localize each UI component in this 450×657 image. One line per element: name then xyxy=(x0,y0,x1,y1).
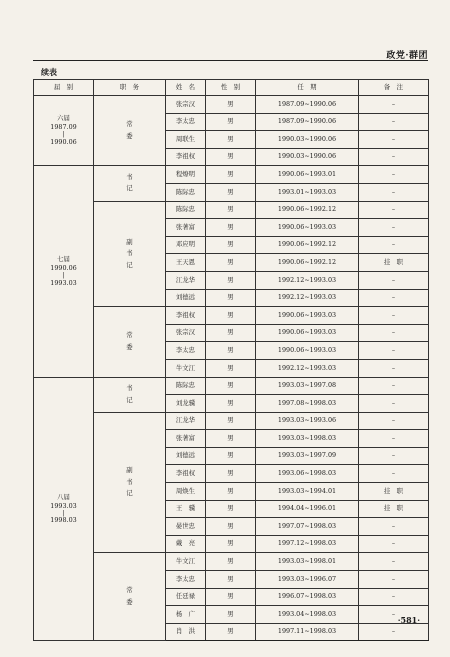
person-gender: 男 xyxy=(206,535,256,553)
person-period: 1990.06~1993.01 xyxy=(256,166,359,184)
role-cell xyxy=(94,166,166,201)
role-label: 常委 xyxy=(126,120,133,140)
column-header: 备 注 xyxy=(359,80,429,96)
role-cell xyxy=(94,201,166,307)
person-period: 1997.08~1998.03 xyxy=(256,395,359,413)
person-gender: 男 xyxy=(206,271,256,289)
person-period: 1993.03~1993.06 xyxy=(256,412,359,430)
person-period: 1993.03~1996.07 xyxy=(256,571,359,589)
term-end: 1990.06 xyxy=(50,138,77,147)
person-name: 任廷禄 xyxy=(166,588,206,606)
table-row xyxy=(34,166,429,184)
person-gender: 男 xyxy=(206,412,256,430)
person-period: 1994.04~1996.01 xyxy=(256,500,359,518)
records-table xyxy=(33,79,429,641)
person-period: 1990.06~1993.03 xyxy=(256,324,359,342)
person-period: 1997.12~1998.03 xyxy=(256,535,359,553)
person-note: – xyxy=(359,148,429,166)
person-name: 李祖权 xyxy=(166,465,206,483)
term-info xyxy=(34,114,93,147)
person-note: – xyxy=(359,324,429,342)
person-gender: 男 xyxy=(206,553,256,571)
person-gender: 男 xyxy=(206,518,256,536)
person-period: 1992.12~1993.03 xyxy=(256,289,359,307)
person-gender: 男 xyxy=(206,201,256,219)
person-note: – xyxy=(359,412,429,430)
person-name: 江龙华 xyxy=(166,271,206,289)
column-header: 任 期 xyxy=(256,80,359,96)
table-row xyxy=(34,377,429,395)
person-note: – xyxy=(359,535,429,553)
person-name: 李太忠 xyxy=(166,342,206,360)
person-period: 1993.03~1997.09 xyxy=(256,447,359,465)
person-note: – xyxy=(359,183,429,201)
person-period: 1993.04~1998.03 xyxy=(256,606,359,624)
person-gender: 男 xyxy=(206,324,256,342)
person-period: 1990.06~1993.03 xyxy=(256,342,359,360)
person-note: – xyxy=(359,236,429,254)
term-start: 1990.06 xyxy=(50,264,77,273)
person-gender: 男 xyxy=(206,359,256,377)
person-period: 1990.06~1993.03 xyxy=(256,219,359,237)
person-name: 张著富 xyxy=(166,430,206,448)
role-label: 副书记 xyxy=(126,237,133,269)
person-note: – xyxy=(359,113,429,131)
person-period: 1987.09~1990.06 xyxy=(256,96,359,114)
person-name: 李祖权 xyxy=(166,307,206,325)
person-period: 1993.03~1994.01 xyxy=(256,483,359,501)
person-name: 陈际忠 xyxy=(166,377,206,395)
term-info xyxy=(34,255,93,288)
person-name: 戴 亮 xyxy=(166,535,206,553)
person-period: 1992.12~1993.03 xyxy=(256,271,359,289)
column-header: 性 别 xyxy=(206,80,256,96)
person-gender: 男 xyxy=(206,183,256,201)
person-name: 江龙华 xyxy=(166,412,206,430)
person-period: 1993.03~1997.08 xyxy=(256,377,359,395)
role-label: 常委 xyxy=(126,331,133,351)
person-note: – xyxy=(359,131,429,149)
page-number: ·581· xyxy=(397,615,420,625)
role-cell xyxy=(94,307,166,377)
person-name: 张著富 xyxy=(166,219,206,237)
person-gender: 男 xyxy=(206,623,256,641)
role-label: 书记 xyxy=(126,172,133,193)
person-gender: 男 xyxy=(206,254,256,272)
person-name: 程燎明 xyxy=(166,166,206,184)
person-period: 1990.03~1990.06 xyxy=(256,131,359,149)
person-period: 1987.09~1990.06 xyxy=(256,113,359,131)
term-info xyxy=(34,493,93,526)
person-name: 张宗汉 xyxy=(166,324,206,342)
person-name: 刘龙骥 xyxy=(166,395,206,413)
person-gender: 男 xyxy=(206,377,256,395)
term-cell xyxy=(34,166,94,377)
person-name: 陈际忠 xyxy=(166,183,206,201)
person-note: – xyxy=(359,623,429,641)
person-period: 1990.06~1992.12 xyxy=(256,201,359,219)
person-note: – xyxy=(359,606,429,624)
person-name: 杨 广 xyxy=(166,606,206,624)
person-name: 刘德远 xyxy=(166,289,206,307)
person-name: 李太忠 xyxy=(166,571,206,589)
person-note: – xyxy=(359,377,429,395)
role-cell xyxy=(94,96,166,166)
person-period: 1990.06~1992.12 xyxy=(256,254,359,272)
person-period: 1997.07~1998.03 xyxy=(256,518,359,536)
person-gender: 男 xyxy=(206,113,256,131)
term-end: 1993.03 xyxy=(50,278,77,287)
person-gender: 男 xyxy=(206,588,256,606)
person-gender: 男 xyxy=(206,342,256,360)
person-gender: 男 xyxy=(206,219,256,237)
term-name: 六届 xyxy=(57,114,70,123)
table-row xyxy=(34,412,429,430)
table-row xyxy=(34,96,429,114)
person-note: – xyxy=(359,219,429,237)
person-gender: 男 xyxy=(206,236,256,254)
page-header: 政党·群团 xyxy=(386,51,428,61)
person-note: – xyxy=(359,430,429,448)
person-name: 牛文江 xyxy=(166,359,206,377)
person-note: – xyxy=(359,571,429,589)
table-row xyxy=(34,553,429,571)
term-cell xyxy=(34,96,94,166)
person-gender: 男 xyxy=(206,500,256,518)
role-label: 副书记 xyxy=(126,466,133,498)
person-name: 周联生 xyxy=(166,131,206,149)
person-gender: 男 xyxy=(206,395,256,413)
person-gender: 男 xyxy=(206,307,256,325)
person-note: – xyxy=(359,271,429,289)
person-note: – xyxy=(359,395,429,413)
person-note: – xyxy=(359,465,429,483)
person-note: 挂 职 xyxy=(359,500,429,518)
person-period: 1990.03~1990.06 xyxy=(256,148,359,166)
column-header: 职 务 xyxy=(94,80,166,96)
person-period: 1993.01~1993.03 xyxy=(256,183,359,201)
person-period: 1993.03~1998.03 xyxy=(256,430,359,448)
person-period: 1993.03~1998.01 xyxy=(256,553,359,571)
term-end: 1998.03 xyxy=(50,516,77,525)
role-cell xyxy=(94,412,166,553)
person-period: 1996.07~1998.03 xyxy=(256,588,359,606)
person-name: 牛文江 xyxy=(166,553,206,571)
person-note: – xyxy=(359,96,429,114)
term-bar: | xyxy=(62,271,65,280)
column-header: 姓 名 xyxy=(166,80,206,96)
person-name: 张宗汉 xyxy=(166,96,206,114)
person-note: – xyxy=(359,307,429,325)
person-gender: 男 xyxy=(206,166,256,184)
term-bar: | xyxy=(62,130,65,139)
term-cell xyxy=(34,377,94,641)
person-period: 1990.06~1992.12 xyxy=(256,236,359,254)
continued-label: 续表 xyxy=(41,67,57,77)
person-note: – xyxy=(359,359,429,377)
term-bar: | xyxy=(62,508,65,517)
records-body xyxy=(34,96,429,641)
table-header-row xyxy=(34,80,429,96)
person-note: 挂 职 xyxy=(359,483,429,501)
role-cell xyxy=(94,553,166,641)
person-period: 1992.12~1993.03 xyxy=(256,359,359,377)
person-note: 挂 职 xyxy=(359,254,429,272)
header-rule xyxy=(33,60,428,61)
person-name: 王天恩 xyxy=(166,254,206,272)
person-note: – xyxy=(359,201,429,219)
person-name: 刘德远 xyxy=(166,447,206,465)
person-period: 1997.11~1998.03 xyxy=(256,623,359,641)
person-gender: 男 xyxy=(206,447,256,465)
person-period: 1993.06~1998.03 xyxy=(256,465,359,483)
person-gender: 男 xyxy=(206,571,256,589)
person-name: 邓应明 xyxy=(166,236,206,254)
column-header: 届 别 xyxy=(34,80,94,96)
person-note: – xyxy=(359,553,429,571)
person-name: 陈际忠 xyxy=(166,201,206,219)
person-period: 1990.06~1993.03 xyxy=(256,307,359,325)
person-name: 李祖权 xyxy=(166,148,206,166)
person-gender: 男 xyxy=(206,483,256,501)
person-note: – xyxy=(359,166,429,184)
person-gender: 男 xyxy=(206,289,256,307)
person-gender: 男 xyxy=(206,148,256,166)
role-label: 书记 xyxy=(126,384,133,404)
person-note: – xyxy=(359,518,429,536)
person-name: 王 骥 xyxy=(166,500,206,518)
person-gender: 男 xyxy=(206,131,256,149)
term-start: 1987.09 xyxy=(50,123,77,132)
person-name: 周焕生 xyxy=(166,483,206,501)
person-gender: 男 xyxy=(206,465,256,483)
person-note: – xyxy=(359,447,429,465)
person-gender: 男 xyxy=(206,430,256,448)
person-name: 李太忠 xyxy=(166,113,206,131)
role-cell xyxy=(94,377,166,412)
person-note: – xyxy=(359,588,429,606)
role-label: 常委 xyxy=(126,586,133,606)
person-gender: 男 xyxy=(206,96,256,114)
person-note: – xyxy=(359,289,429,307)
table-row xyxy=(34,201,429,219)
person-name: 晏世忠 xyxy=(166,518,206,536)
person-gender: 男 xyxy=(206,606,256,624)
term-name: 八届 xyxy=(57,492,70,501)
person-name: 肖 洪 xyxy=(166,623,206,641)
term-name: 七届 xyxy=(57,255,70,264)
table-row xyxy=(34,307,429,325)
person-note: – xyxy=(359,342,429,360)
term-start: 1993.03 xyxy=(50,501,77,510)
